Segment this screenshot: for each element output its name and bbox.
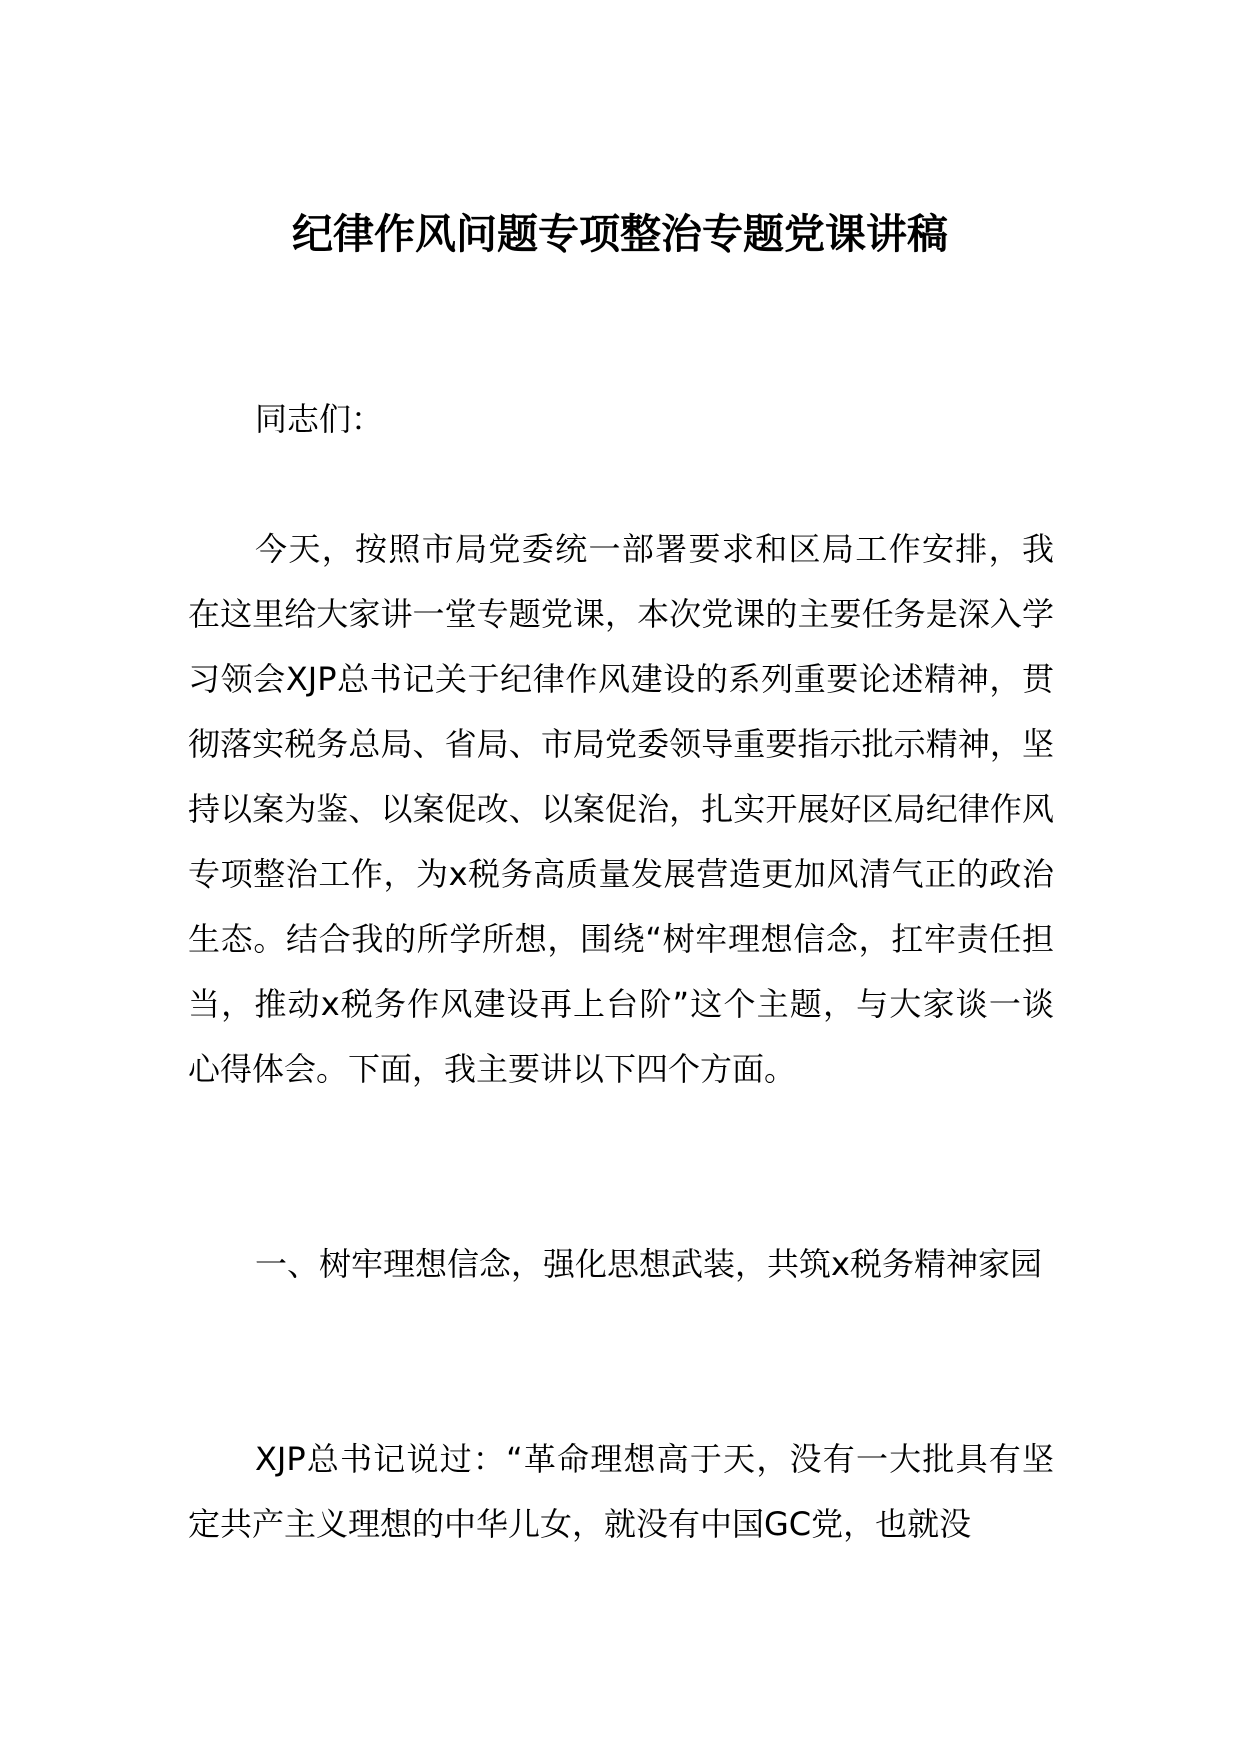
greeting-paragraph: 同志们： [255, 400, 384, 438]
section-heading-1: 一、树牢理想信念，强化思想武装，共筑x税务精神家园 [255, 1245, 1042, 1283]
body-paragraph: 今天，按照市局党委统一部署要求和区局工作安排，我在这里给大家讲一堂专题党课，本次党课的主要任务是深入学习领会XJP总书记关于纪律作风建设的系列重要论述精神，贯彻落实税务总局、省局、市局党委领导重要指示批示精神，坚持以案为鉴、以案促改、以案促治，扎实开展好区局纪律作风专项整治工作，为x税务高质量发展营造更加风清气正的政治生态。结合我的所学所想，围绕“树牢理想信念，扛牢责任担当，推动x税务作风建设再上台阶”这个主题，与大家谈一谈心得体会。下面，我主要讲以下四个方面。 [188, 530, 1054, 1088]
body-paragraph: XJP总书记说过：“革命理想高于天，没有一大批具有坚定共产主义理想的中华儿女，就没有中国GC党，也就没 [188, 1440, 1054, 1543]
document-title: 纪律作风问题专项整治专题党课讲稿 [292, 210, 948, 258]
